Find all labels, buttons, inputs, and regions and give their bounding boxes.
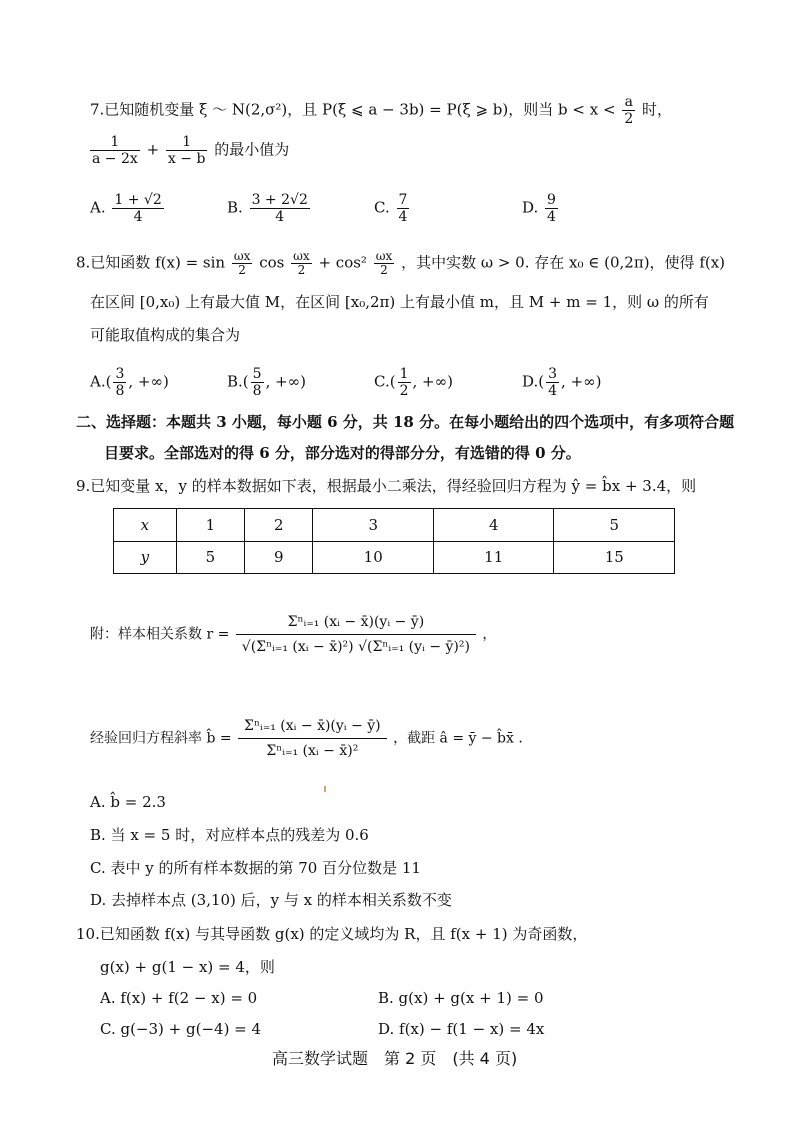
table-cell: y (114, 541, 177, 574)
q10-option-d: D. f(x) − f(1 − x) = 4x (378, 1020, 545, 1038)
page-footer: 高三数学试题 第 2 页 (共 4 页) (272, 1049, 518, 1068)
table-cell: 2 (245, 509, 313, 542)
table-cell: 9 (245, 541, 313, 574)
q9-b-denominator: Σⁿᵢ₌₁ (xᵢ − x̄)² (266, 743, 359, 759)
section2-heading-line1: 二、选择题：本题共 3 小题，每小题 6 分，共 18 分。在每小题给出的四个选项中，有多项符合题 (76, 413, 735, 431)
q10-option-a: A. f(x) + f(2 − x) = 0 (100, 989, 258, 1007)
q8-option-b: B.( $\frac{5}{8}$ , +∞) (227, 366, 307, 399)
q8-stem-line1: 8.已知函数 f(x) = sin $\frac{\omega x}{2}$ cos $\frac{\omega x}{2}$ + cos² $\frac{\omega x}{2}$ ，其中实数 ω > 0. 存在 x₀ ∈ (0,2π)，使得 f(x) (76, 249, 726, 277)
q7-option-b: B. $\frac{3 + 2√2}{4}$ (227, 192, 308, 225)
q10-stem-line2: g(x) + g(1 − x) = 4，则 (100, 958, 275, 976)
q7-option-a: A. $\frac{1 + √2}{4}$ (90, 192, 162, 225)
table-row (114, 541, 675, 574)
table-cell: 11 (433, 541, 554, 574)
table-cell: 5 (176, 541, 244, 574)
q9-option-a: A. b̂ = 2.3 (90, 793, 166, 811)
q8-stem-line3: 可能取值构成的集合为 (90, 326, 241, 344)
q9-b-numerator: Σⁿᵢ₌₁ (xᵢ − x̄)(yᵢ − ȳ) (238, 716, 387, 739)
q9-stem: 9.已知变量 x，y 的样本数据如下表，根据最小二乘法，得经验回归方程为 ŷ = b̂x + 3.4，则 (76, 477, 697, 495)
table-cell: 10 (313, 541, 434, 574)
q7-option-d: D. $\frac{9}{4}$ (522, 192, 556, 225)
q10-stem-line1: 10.已知函数 f(x) 与其导函数 g(x) 的定义域均为 R，且 f(x + 1) 为奇函数， (76, 925, 588, 943)
q9-option-c: C. 表中 y 的所有样本数据的第 70 百分位数是 11 (90, 859, 421, 877)
q9-slope-formula (90, 716, 523, 761)
table-cell: 15 (554, 541, 675, 574)
q9-b-tail: ，截距 â = ȳ − b̂x̄ . (393, 730, 523, 747)
q9-r-numerator: Σⁿᵢ₌₁ (xᵢ − x̄)(yᵢ − ȳ) (236, 612, 476, 635)
q7-option-c: C. $\frac{7}{4}$ (374, 192, 408, 225)
q8-option-a: A.( $\frac{3}{8}$ , +∞) (90, 366, 169, 399)
table-cell: 1 (176, 509, 244, 542)
q10-option-c: C. g(−3) + g(−4) = 4 (100, 1020, 262, 1038)
q8-option-c: C.( $\frac{1}{2}$ , +∞) (374, 366, 453, 399)
q7-expression: $\frac{1}{a - 2x}$ + $\frac{1}{x - b}$ 的最小值为 (92, 134, 290, 167)
table-cell: 5 (554, 509, 675, 542)
q9-b-label: 经验回归方程斜率 b̂ = (90, 730, 232, 747)
scan-mark (324, 786, 326, 792)
q9-r-label: 附：样本相关系数 r = (90, 626, 230, 643)
section2-heading-line2: 目要求。全部选对的得 6 分，部分选对的得部分分，有选错的得 0 分。 (104, 444, 581, 462)
q8-option-d: D.( $\frac{3}{4}$ , +∞) (522, 366, 602, 399)
q8-stem-line2: 在区间 [0,x₀) 上有最大值 M，在区间 [x₀,2π) 上有最小值 m，且 M + m = 1，则 ω 的所有 (90, 293, 709, 311)
table-cell: 3 (313, 509, 434, 542)
q9-correlation-formula: 附：样本相关系数 r = $\frac{\text{Σⁿᵢ₌₁ (xᵢ − x̄)(yᵢ − ȳ)}}{\text{√(Σⁿᵢ₌₁ (xᵢ − x̄)²) √(Σⁿᵢ₌₁ (yᵢ − ȳ)²)}}$ ， (90, 614, 497, 655)
q7-stem-fraction: $\frac{a}{2}$ (624, 94, 634, 127)
q9-option-b: B. 当 x = 5 时，对应样本点的残差为 0.6 (90, 826, 369, 844)
q7-stem: 7.已知随机变量 ξ ～ N(2,σ²)，且 P(ξ ⩽ a − 3b) = P(ξ ⩾ b)，则当 b < x < $\frac{a}{2}$ 时， (90, 94, 673, 127)
q9-data-table (113, 508, 675, 574)
q9-option-d: D. 去掉样本点 (3,10) 后，y 与 x 的样本相关系数不变 (90, 891, 452, 909)
q10-option-b: B. g(x) + g(x + 1) = 0 (378, 989, 544, 1007)
table-cell: 4 (433, 509, 554, 542)
table-row (114, 509, 675, 542)
table-cell: x (114, 509, 177, 542)
q9-r-denominator: √(Σⁿᵢ₌₁ (xᵢ − x̄)²) √(Σⁿᵢ₌₁ (yᵢ − ȳ)²) (241, 639, 470, 655)
